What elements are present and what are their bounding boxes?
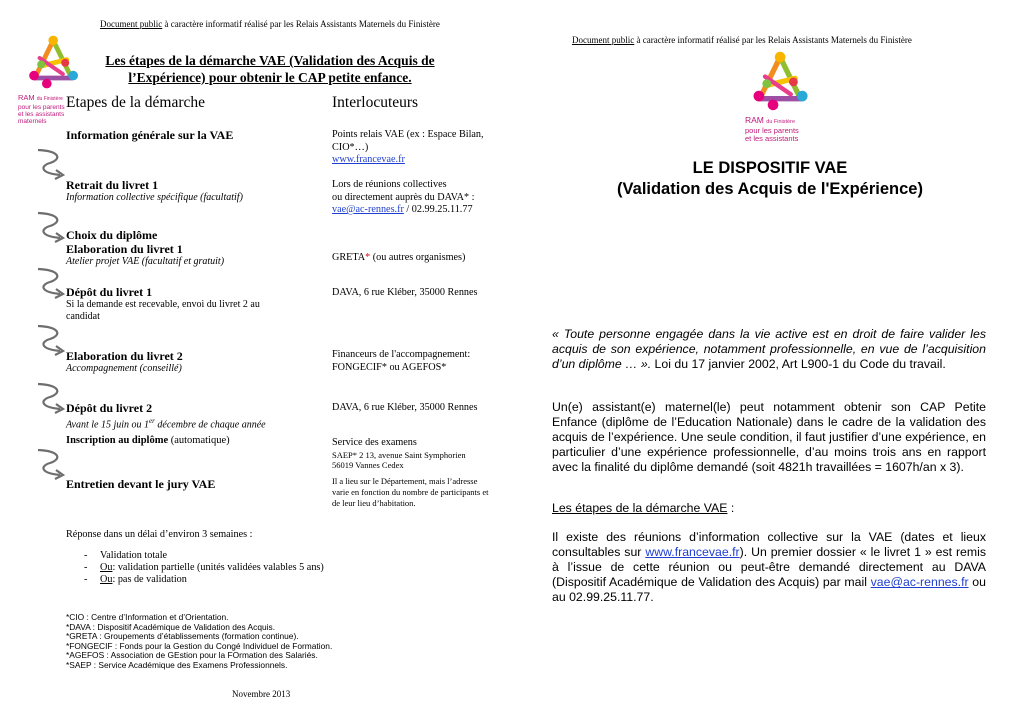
col-interlocuteurs-heading: Interlocuteurs: [332, 94, 419, 111]
interlocuteur-dava-address: DAVA, 6 rue Kléber, 35000 Rennes: [332, 287, 478, 298]
glossary-item: *FONGECIF : Fonds pour la Gestion du Congé Individuel de Formation.: [66, 640, 333, 651]
right-title-line1: LE DISPOSITIF VAE: [692, 159, 848, 177]
right-logo-line3: et les assistants: [745, 133, 799, 143]
document-date: Novembre 2013: [232, 689, 291, 699]
glossary-item: *GRETA : Groupements d’établissements (formation continue).: [66, 631, 299, 642]
right-ram-logo: [745, 50, 817, 143]
etapes-section-title: [552, 501, 734, 515]
glossary-item: *CIO : Centre d’Information et d’Orientation.: [66, 612, 229, 622]
left-title: [90, 52, 450, 86]
interlocuteur-text: Lors de réunions collectives: [332, 179, 447, 190]
interlocuteur-text: Points relais VAE (ex : Espace Bilan,: [332, 129, 484, 140]
francevae-link[interactable]: www.francevae.fr: [332, 154, 405, 165]
reponse-delai: Réponse dans un délai d’environ 3 semaines :: [66, 529, 253, 540]
ram-triangle-logo-icon: [18, 34, 90, 90]
step-title: Inscription au diplôme: [66, 435, 169, 446]
interlocuteur-text: FONGECIF* ou AGEFOS*: [332, 361, 447, 373]
result-text: Validation totale: [100, 550, 168, 561]
curved-arrow-icon: [32, 323, 66, 357]
superscript: er: [149, 417, 155, 425]
left-header-text: à caractère informatif réalisé par les Relais Assistants Maternels du Finistère: [162, 19, 440, 29]
step-subtitle: Accompagnement (conseillé): [66, 363, 182, 374]
result-text: : validation partielle (unités validées valables 5 ans): [112, 562, 324, 573]
law-quote: [552, 327, 986, 372]
step-choix-diplome: [66, 229, 224, 268]
interlocuteur-points-relais: [332, 129, 484, 167]
interlocuteur-text: Il a lieu sur le Département, mais l’adresse: [332, 476, 478, 486]
step-title: Retrait du livret 1: [66, 178, 159, 192]
right-title-line2: (Validation des Acquis de l'Expérience): [617, 180, 923, 198]
step-depot-livret-2: [66, 402, 266, 431]
interlocuteur-service-examens: [332, 437, 466, 471]
glossary-item: *SAEP : Service Académique des Examens Professionnels.: [66, 659, 288, 670]
quote-reference: Loi du 17 janvier 2002, Art L900-1 du Code du travail.: [651, 357, 946, 372]
left-header: [100, 19, 440, 29]
step-subtitle: Atelier projet VAE (facultatif et gratuit): [66, 256, 225, 267]
right-logo-finistere: du Finistère: [766, 119, 796, 125]
result-text: : pas de validation: [112, 574, 187, 585]
step-title: Dépôt du livret 1: [66, 285, 153, 299]
glossary: [66, 613, 332, 671]
cap-paragraph: Un(e) assistant(e) maternel(le) peut notamment obtenir son CAP Petite Enfance (diplôme de l’Education Nationale) dans le cadre de la validation des acquis de l’expérience. Une seule condition, il faut justifier d’une expérience, en particulier d’une expérience professionnelle, d’au moins trois ans en rapport avec la finalité du diplôme demandé (soit 4821h travaillées = 1607h/an x 3).: [552, 400, 986, 475]
interlocuteur-jury-lieu: [332, 476, 489, 509]
interlocuteur-financeurs: [332, 349, 470, 374]
left-title-line1: Les étapes de la démarche VAE (Validation des Acquis de: [105, 53, 435, 68]
curved-arrow-icon: [32, 210, 66, 244]
right-logo-line2: pour les parents: [745, 125, 799, 135]
step-subtitle: candidat: [66, 311, 100, 322]
right-header-text: à caractère informatif réalisé par les Relais Assistants Maternels du Finistère: [634, 35, 912, 45]
curved-arrow-icon: [32, 447, 66, 481]
interlocuteur-text: Service des examens: [332, 437, 417, 448]
glossary-item: *AGEFOS : Association de GEstion pour la FOrmation des Salariés.: [66, 650, 318, 661]
email-link[interactable]: vae@ac-rennes.fr: [870, 575, 969, 590]
para-text: Il existe des réunions d’information collective sur la VAE (dates et lieux consultables sur: [552, 530, 986, 560]
section-colon: :: [727, 501, 735, 515]
right-header-link[interactable]: Document public: [572, 35, 635, 45]
interlocuteur-greta: [332, 252, 465, 265]
result-ou: Ou: [100, 574, 113, 585]
step-elaboration-livret-2: [66, 350, 183, 375]
interlocuteur-dava-address-2: DAVA, 6 rue Kléber, 35000 Rennes: [332, 402, 478, 413]
step-depot-livret-1: [66, 286, 260, 323]
quote-italic: « Toute personne engagée dans la vie active est en droit de faire valider les acquis de son expérience, notamment professionnelle, en vue de l’acquisition d’un diplôme … ».: [552, 327, 986, 372]
glossary-item: *DAVA : Dispositif Académique de Validation des Acquis.: [66, 621, 276, 632]
result-ou: Ou: [100, 562, 113, 573]
result-item: [100, 562, 324, 574]
left-title-line2: l’Expérience) pour obtenir le CAP petite enfance.: [128, 70, 412, 85]
step-entretien-jury: Entretien devant le jury VAE: [66, 477, 216, 491]
step-information-generale: Information générale sur la VAE: [66, 128, 234, 142]
result-item: [100, 574, 324, 586]
interlocuteur-text: GRETA: [332, 252, 366, 263]
interlocuteur-text: de leur lieu d’habitation.: [332, 498, 416, 508]
results-list: [82, 550, 324, 586]
interlocuteur-text: varie en fonction du nombre de participants et: [332, 487, 489, 497]
left-logo-line4: maternels: [18, 117, 47, 125]
step-title: Elaboration du livret 2: [66, 349, 183, 363]
left-logo-finistere: du Finistère: [36, 96, 63, 102]
step-retrait-livret-1: [66, 179, 243, 204]
curved-arrow-icon: [32, 266, 66, 300]
phone-text: / 02.99.25.11.77: [403, 204, 473, 215]
asterisk-mark: *: [365, 252, 371, 263]
interlocuteur-text: (ou autres organismes): [370, 252, 466, 263]
left-logo-line3: et les assistants: [18, 110, 65, 118]
interlocuteur-text: SAEP* 2 13, avenue Saint Symphorien: [332, 449, 466, 460]
para-text: ). Un premier dossier « le livret 1 » est remis à l’issue de cette réunion ou peut-être demandé directement au DAVA (Dispositif Académique de Validation des Acquis) par mail: [552, 545, 986, 590]
right-title: [570, 158, 970, 200]
section-title: Les étapes de la démarche VAE: [552, 501, 728, 515]
step-title: Dépôt du livret 2: [66, 401, 153, 415]
interlocuteur-text: Financeurs de l'accompagnement:: [332, 349, 471, 360]
left-header-link[interactable]: Document public: [100, 19, 163, 29]
email-link[interactable]: vae@ac-rennes.fr: [332, 204, 404, 215]
left-logo-line2: pour les parents: [18, 103, 65, 111]
step-title: Choix du diplôme: [66, 228, 158, 242]
etapes-paragraph: [552, 530, 986, 605]
para-text: ou au 02.99.25.11.77.: [552, 575, 986, 605]
curved-arrow-icon: [32, 147, 66, 181]
step-subtitle: Si la demande est recevable, envoi du livret 2 au: [66, 299, 260, 310]
result-item: [100, 550, 324, 562]
ram-triangle-logo-icon: [745, 50, 817, 112]
step-inscription-diplome: [66, 435, 230, 446]
right-header: [572, 35, 912, 45]
step-subtitle: Avant le 15 juin ou 1: [66, 419, 150, 431]
left-logo-ram: RAM: [18, 93, 35, 102]
step-subtitle: décembre de chaque année: [154, 419, 266, 431]
step-title: Elaboration du livret 1: [66, 242, 183, 256]
col-etapes-heading: Etapes de la démarche: [66, 94, 205, 111]
right-logo-ram: RAM: [745, 115, 764, 125]
curved-arrow-icon: [32, 381, 66, 415]
step-title-rest: (automatique): [168, 435, 230, 446]
interlocuteur-text: CIO*…): [332, 141, 369, 153]
interlocuteur-text: 56019 Vannes Cedex: [332, 460, 404, 470]
interlocuteur-text: ou directement auprès du DAVA* :: [332, 191, 475, 203]
interlocuteur-dava-reunions: [332, 179, 475, 217]
francevae-link[interactable]: www.francevae.fr: [645, 545, 740, 560]
step-subtitle: Information collective spécifique (facultatif): [66, 192, 243, 203]
